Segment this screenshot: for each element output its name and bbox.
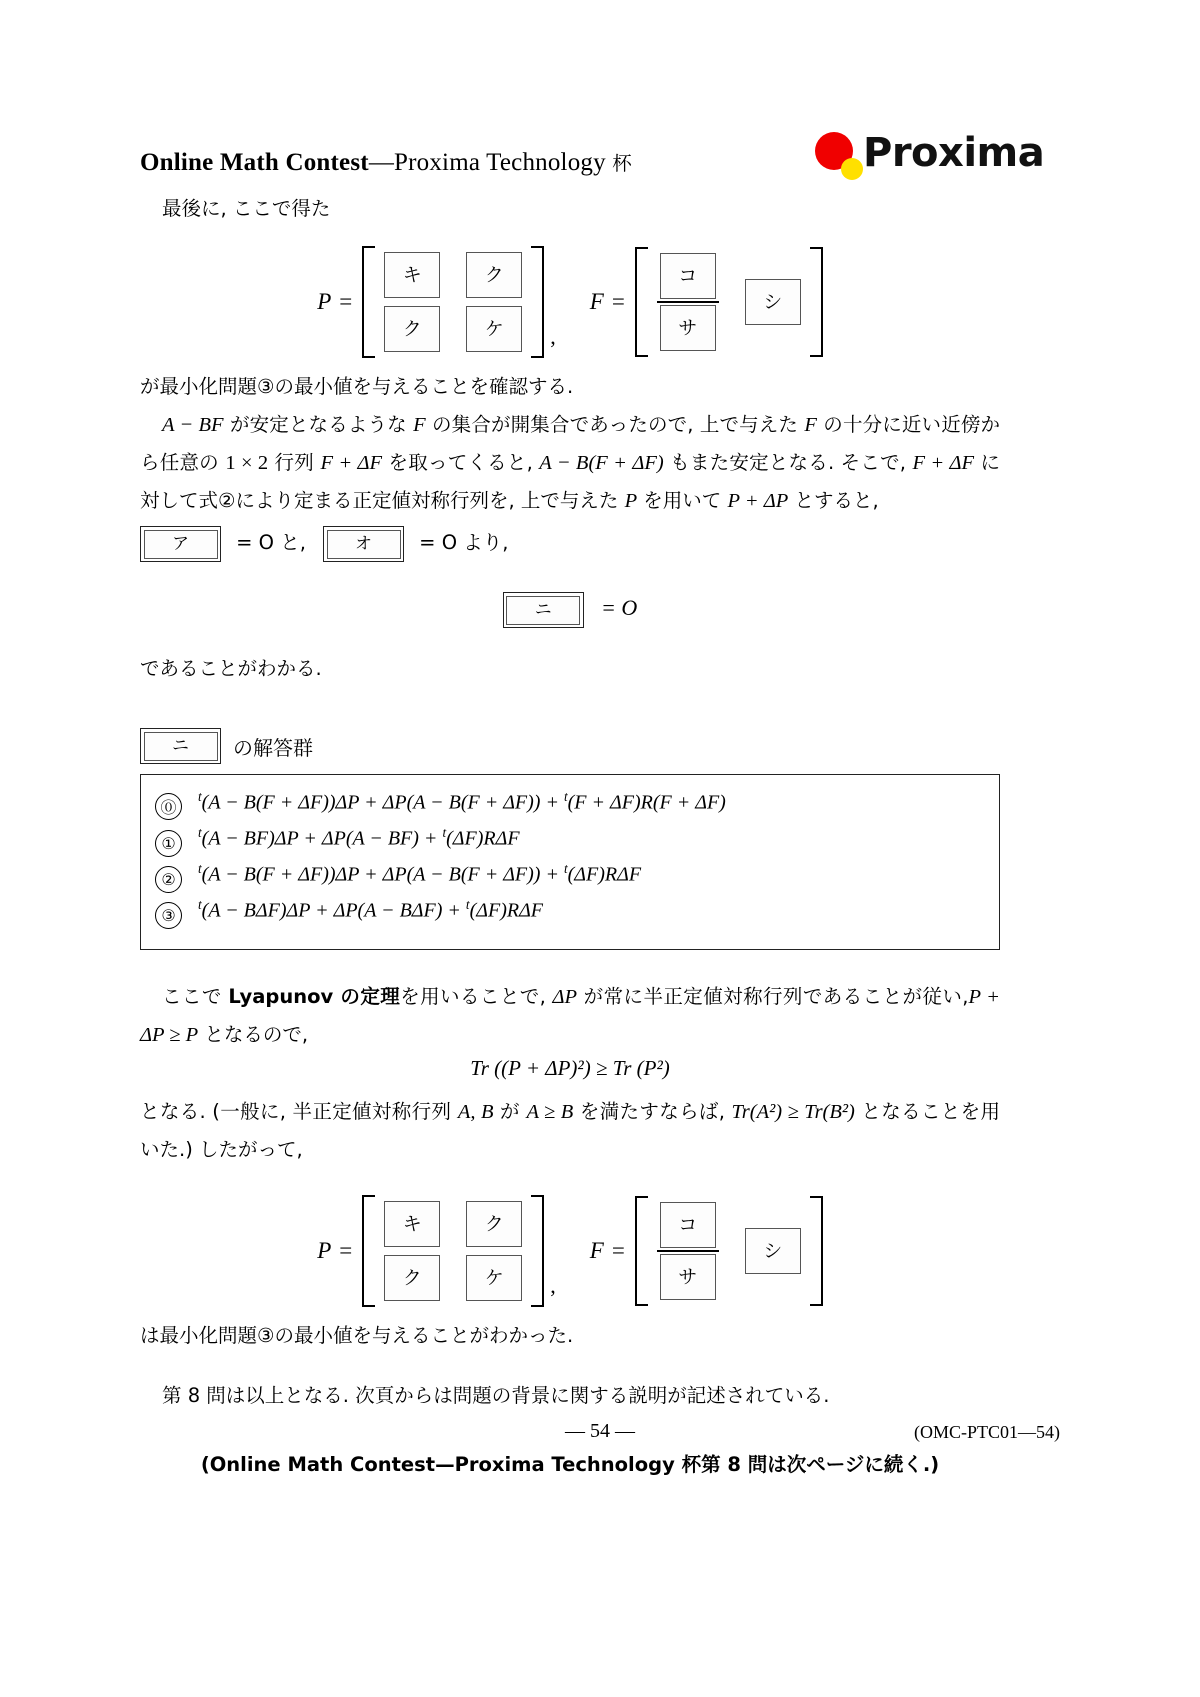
fraction-bar <box>657 301 719 303</box>
matrix-p-label-2: P <box>317 1238 332 1263</box>
matrix-f-label: F <box>589 289 604 314</box>
choice-2-seg-2: (ΔF)RΔF <box>567 863 642 886</box>
expr-p-dp-ge-p: P + ΔP ≥ P <box>140 986 1000 1046</box>
text-seg-h: 行列 <box>268 451 321 474</box>
matrix-f-label-2: F <box>589 1238 604 1263</box>
expr-f-plus-df-2: F + ΔF <box>912 452 975 474</box>
after-trace-text-g: となることを用いた.) したがって, <box>140 1100 1000 1161</box>
blank-sa-2[interactable]: サ <box>660 1254 716 1300</box>
stability-paragraph <box>140 406 1000 520</box>
paragraph-after-matrix-2 <box>140 1317 1000 1355</box>
after-trace-paragraph <box>140 1093 1000 1169</box>
choice-2-sup-1: t <box>198 861 202 876</box>
matrix-equation-top <box>140 246 1000 358</box>
lyapunov-theorem-name: Lyapunov の定理 <box>228 985 401 1008</box>
paragraph-after-matrix-1 <box>140 368 1000 406</box>
page-footer <box>140 1420 1060 1450</box>
choice-math-2 <box>198 861 641 887</box>
choice-0-sup-1: t <box>198 789 202 805</box>
matrix-p-col1 <box>384 252 440 352</box>
blank-ni-header[interactable]: ニ <box>144 732 218 761</box>
document-title <box>140 148 632 177</box>
text-seg-d: の集合が開集合であったので, 上で与えた <box>425 413 805 436</box>
document-title-bold: Online Math Contest <box>140 149 369 176</box>
blank-ku-2-2[interactable]: ク <box>466 1201 522 1247</box>
text-seg-n: に対して式②により定まる正定値対称行列を, 上で与えた <box>140 451 1000 512</box>
trace-equation <box>140 1056 1000 1081</box>
matrix-f-bracket <box>635 247 823 357</box>
eq-o-1: = O と, <box>236 531 306 554</box>
blank-o[interactable]: オ <box>327 530 401 559</box>
choice-3-sup-1: t <box>198 897 202 912</box>
blank-o-wrapper[interactable] <box>323 526 404 562</box>
lyapunov-paragraph <box>140 978 1000 1054</box>
document-id: (OMC-PTC01—54) <box>913 1422 1060 1442</box>
after-trace-text-a: となる. (一般に, 半正定値対称行列 <box>140 1100 458 1123</box>
expr-a-ge-b: A ≥ B <box>526 1101 574 1123</box>
matrix-f-equals: = <box>611 289 625 314</box>
blank-ni-wrapper[interactable] <box>503 592 584 628</box>
blank-ki-2[interactable]: キ <box>384 1201 440 1247</box>
matrix-p-col2 <box>466 252 522 352</box>
after-matrix-2-text: は最小化問題③の最小値を与えることがわかった. <box>140 1324 574 1347</box>
choice-math-0 <box>198 789 726 815</box>
choice-number-1: ① <box>155 830 182 857</box>
matrix-p-body-2 <box>375 1195 531 1307</box>
text-seg-j: を取ってくると, <box>382 451 540 474</box>
blank-ni-display[interactable]: ニ <box>506 596 580 625</box>
trace-equation-text: Tr ((P + ΔP)²) ≥ Tr (P²) <box>470 1056 670 1080</box>
blank-shi-2[interactable]: シ <box>745 1228 801 1274</box>
page-content <box>140 120 1045 1477</box>
choice-number-2: ② <box>155 866 182 893</box>
blank-ko[interactable]: コ <box>660 253 716 299</box>
choice-3-seg-1: (A − BΔF)ΔP + ΔP(A − BΔF) + <box>201 899 466 922</box>
bracket-left <box>635 1196 648 1306</box>
blank-equations-line <box>140 520 1000 566</box>
matrix-f-body-2 <box>648 1196 810 1306</box>
matrix-p-col1-2 <box>384 1201 440 1301</box>
matrix-equation-bottom <box>140 1195 1000 1307</box>
matrix-f-group-2 <box>590 1196 823 1306</box>
choice-math-1 <box>198 825 520 851</box>
expr-f-1: F <box>413 414 426 436</box>
choice-option-1[interactable] <box>155 825 991 861</box>
document-title-dash: — <box>368 149 395 176</box>
page-header <box>140 120 1045 190</box>
lyapunov-text-b: を用いることで, <box>400 985 553 1008</box>
matrix-p-group <box>317 246 544 358</box>
matrix-p-equals-2: = <box>339 1238 353 1263</box>
expr-a-minus-bf: A − BF <box>162 414 224 436</box>
expr-a-minus-bfdf: A − B(F + ΔF) <box>539 452 664 474</box>
fraction-bar <box>657 1250 719 1252</box>
text-seg-p: を用いて <box>637 489 728 512</box>
choice-option-0[interactable] <box>155 789 991 825</box>
ni-equation <box>140 592 1000 628</box>
document-title-jp: 杯 <box>612 152 632 175</box>
yellow-circle-icon <box>841 158 863 180</box>
text-seg-r: とすると, <box>788 489 879 512</box>
bracket-left <box>362 1195 375 1307</box>
matrix-p-equals: = <box>339 289 353 314</box>
page-number: — 54 — <box>565 1420 635 1442</box>
closing-note-text: (Online Math Contest—Proxima Technology 杯第 8 問は次ページに続く.) <box>200 1453 940 1476</box>
text-seg-b: が安定となるような <box>223 413 414 436</box>
expr-f-plus-df-1: F + ΔF <box>320 452 383 474</box>
choice-1-sup-1: t <box>198 825 202 840</box>
choice-option-3[interactable] <box>155 897 991 933</box>
matrix-p-bracket-2 <box>362 1195 544 1307</box>
proxima-logo <box>815 130 1045 190</box>
choice-1-seg-2: (ΔF)RΔF <box>446 827 520 850</box>
ni-equals-o: = O <box>601 594 638 620</box>
choice-2-sup-2: t <box>563 861 568 876</box>
blank-ki[interactable]: キ <box>384 252 440 298</box>
blank-ku-1[interactable]: ク <box>384 306 440 352</box>
lyapunov-text-d: が常に半正定値対称行列であることが従い, <box>577 985 969 1008</box>
bracket-right <box>531 246 544 358</box>
expr-delta-p: ΔP <box>552 986 578 1008</box>
intro-text: 最後に, ここで得た <box>162 197 331 220</box>
blank-ke[interactable]: ケ <box>466 306 522 352</box>
matrix-f-bracket-2 <box>635 1196 823 1306</box>
choice-3-seg-2: (ΔF)RΔF <box>469 899 544 922</box>
choice-0-seg-1: (A − B(F + ΔF))ΔP + ΔP(A − B(F + ΔF)) + <box>201 792 564 814</box>
proxima-logo-icon <box>815 132 865 184</box>
choice-group-label: の解答群 <box>233 735 313 760</box>
choice-1-seg-1: (A − BF)ΔP + ΔP(A − BF) + <box>201 827 443 850</box>
after-trace-text-e: を満たすならば, <box>573 1100 732 1123</box>
final-paragraph-text: 第 8 問は以上となる. 次頁からは問題の背景に関する説明が記述されている. <box>162 1384 830 1407</box>
bracket-left <box>635 247 648 357</box>
expr-1x2: 1 × 2 <box>225 452 269 474</box>
after-matrix-1-text: が最小化問題③の最小値を与えることを確認する. <box>140 375 574 398</box>
expr-tr-a2-ge-tr-b2: Tr(A²) ≥ Tr(B²) <box>731 1101 855 1123</box>
choice-group-header <box>140 728 1000 764</box>
bracket-left <box>362 246 375 358</box>
lyapunov-text-a: ここで <box>162 985 229 1008</box>
after-trace-text-c: が <box>493 1100 527 1123</box>
choice-list <box>140 774 1000 950</box>
matrix-comma: , <box>550 324 556 349</box>
blank-ku-1-2[interactable]: ク <box>384 1255 440 1301</box>
expr-f-2: F <box>804 414 817 436</box>
lyapunov-text-f: となるので, <box>198 1023 309 1046</box>
matrix-comma-2: , <box>550 1273 556 1298</box>
choice-number-0: ⓪ <box>155 793 182 820</box>
blank-ni-header-wrapper[interactable] <box>140 728 221 764</box>
matrix-p-col2-2 <box>466 1201 522 1301</box>
choice-1-sup-2: t <box>442 825 447 840</box>
expr-p: P <box>624 490 638 512</box>
proxima-logo-text: Proxima <box>863 130 1045 176</box>
eq-o-2: = O より, <box>419 531 509 554</box>
text-seg-l: もまた安定となる. そこで, <box>663 451 913 474</box>
blank-a-wrapper[interactable] <box>140 526 221 562</box>
matrix-f-body <box>648 247 810 357</box>
matrix-f-equals-2: = <box>611 1238 625 1263</box>
matrix-p-group-2 <box>317 1195 544 1307</box>
expr-a-b: A, B <box>457 1101 494 1123</box>
choice-number-3: ③ <box>155 902 182 929</box>
matrix-f-group <box>590 247 823 357</box>
matrix-p-body <box>375 246 531 358</box>
choice-0-sup-2: t <box>563 789 568 805</box>
document-title-regular: Proxima Technology <box>394 149 613 176</box>
blank-a[interactable]: ア <box>144 530 218 559</box>
after-ni-text: であることがわかる. <box>140 657 322 680</box>
final-paragraph <box>140 1377 1000 1415</box>
choice-2-seg-1: (A − B(F + ΔF))ΔP + ΔP(A − B(F + ΔF)) + <box>201 863 564 886</box>
blank-ke-2[interactable]: ケ <box>466 1255 522 1301</box>
matrix-f-fraction <box>657 253 719 351</box>
matrix-p-label: P <box>317 289 332 314</box>
bracket-right <box>531 1195 544 1307</box>
expr-p-plus-dp: P + ΔP <box>727 490 789 512</box>
blank-ku-2[interactable]: ク <box>466 252 522 298</box>
bracket-right <box>810 247 823 357</box>
blank-ko-2[interactable]: コ <box>660 1202 716 1248</box>
intro-paragraph <box>140 190 1000 228</box>
matrix-p-bracket <box>362 246 544 358</box>
blank-shi[interactable]: シ <box>745 279 801 325</box>
after-ni-paragraph <box>140 650 1000 688</box>
blank-sa[interactable]: サ <box>660 305 716 351</box>
matrix-f-fraction-2 <box>657 1202 719 1300</box>
closing-note <box>140 1449 1000 1477</box>
text-seg-f: の十分に近い近傍から任意の <box>140 413 1000 474</box>
choice-3-sup-2: t <box>465 897 470 912</box>
bracket-right <box>810 1196 823 1306</box>
choice-0-seg-2: (F + ΔF)R(F + ΔF) <box>567 792 726 814</box>
choice-math-3 <box>198 897 543 923</box>
choice-option-2[interactable] <box>155 861 991 897</box>
